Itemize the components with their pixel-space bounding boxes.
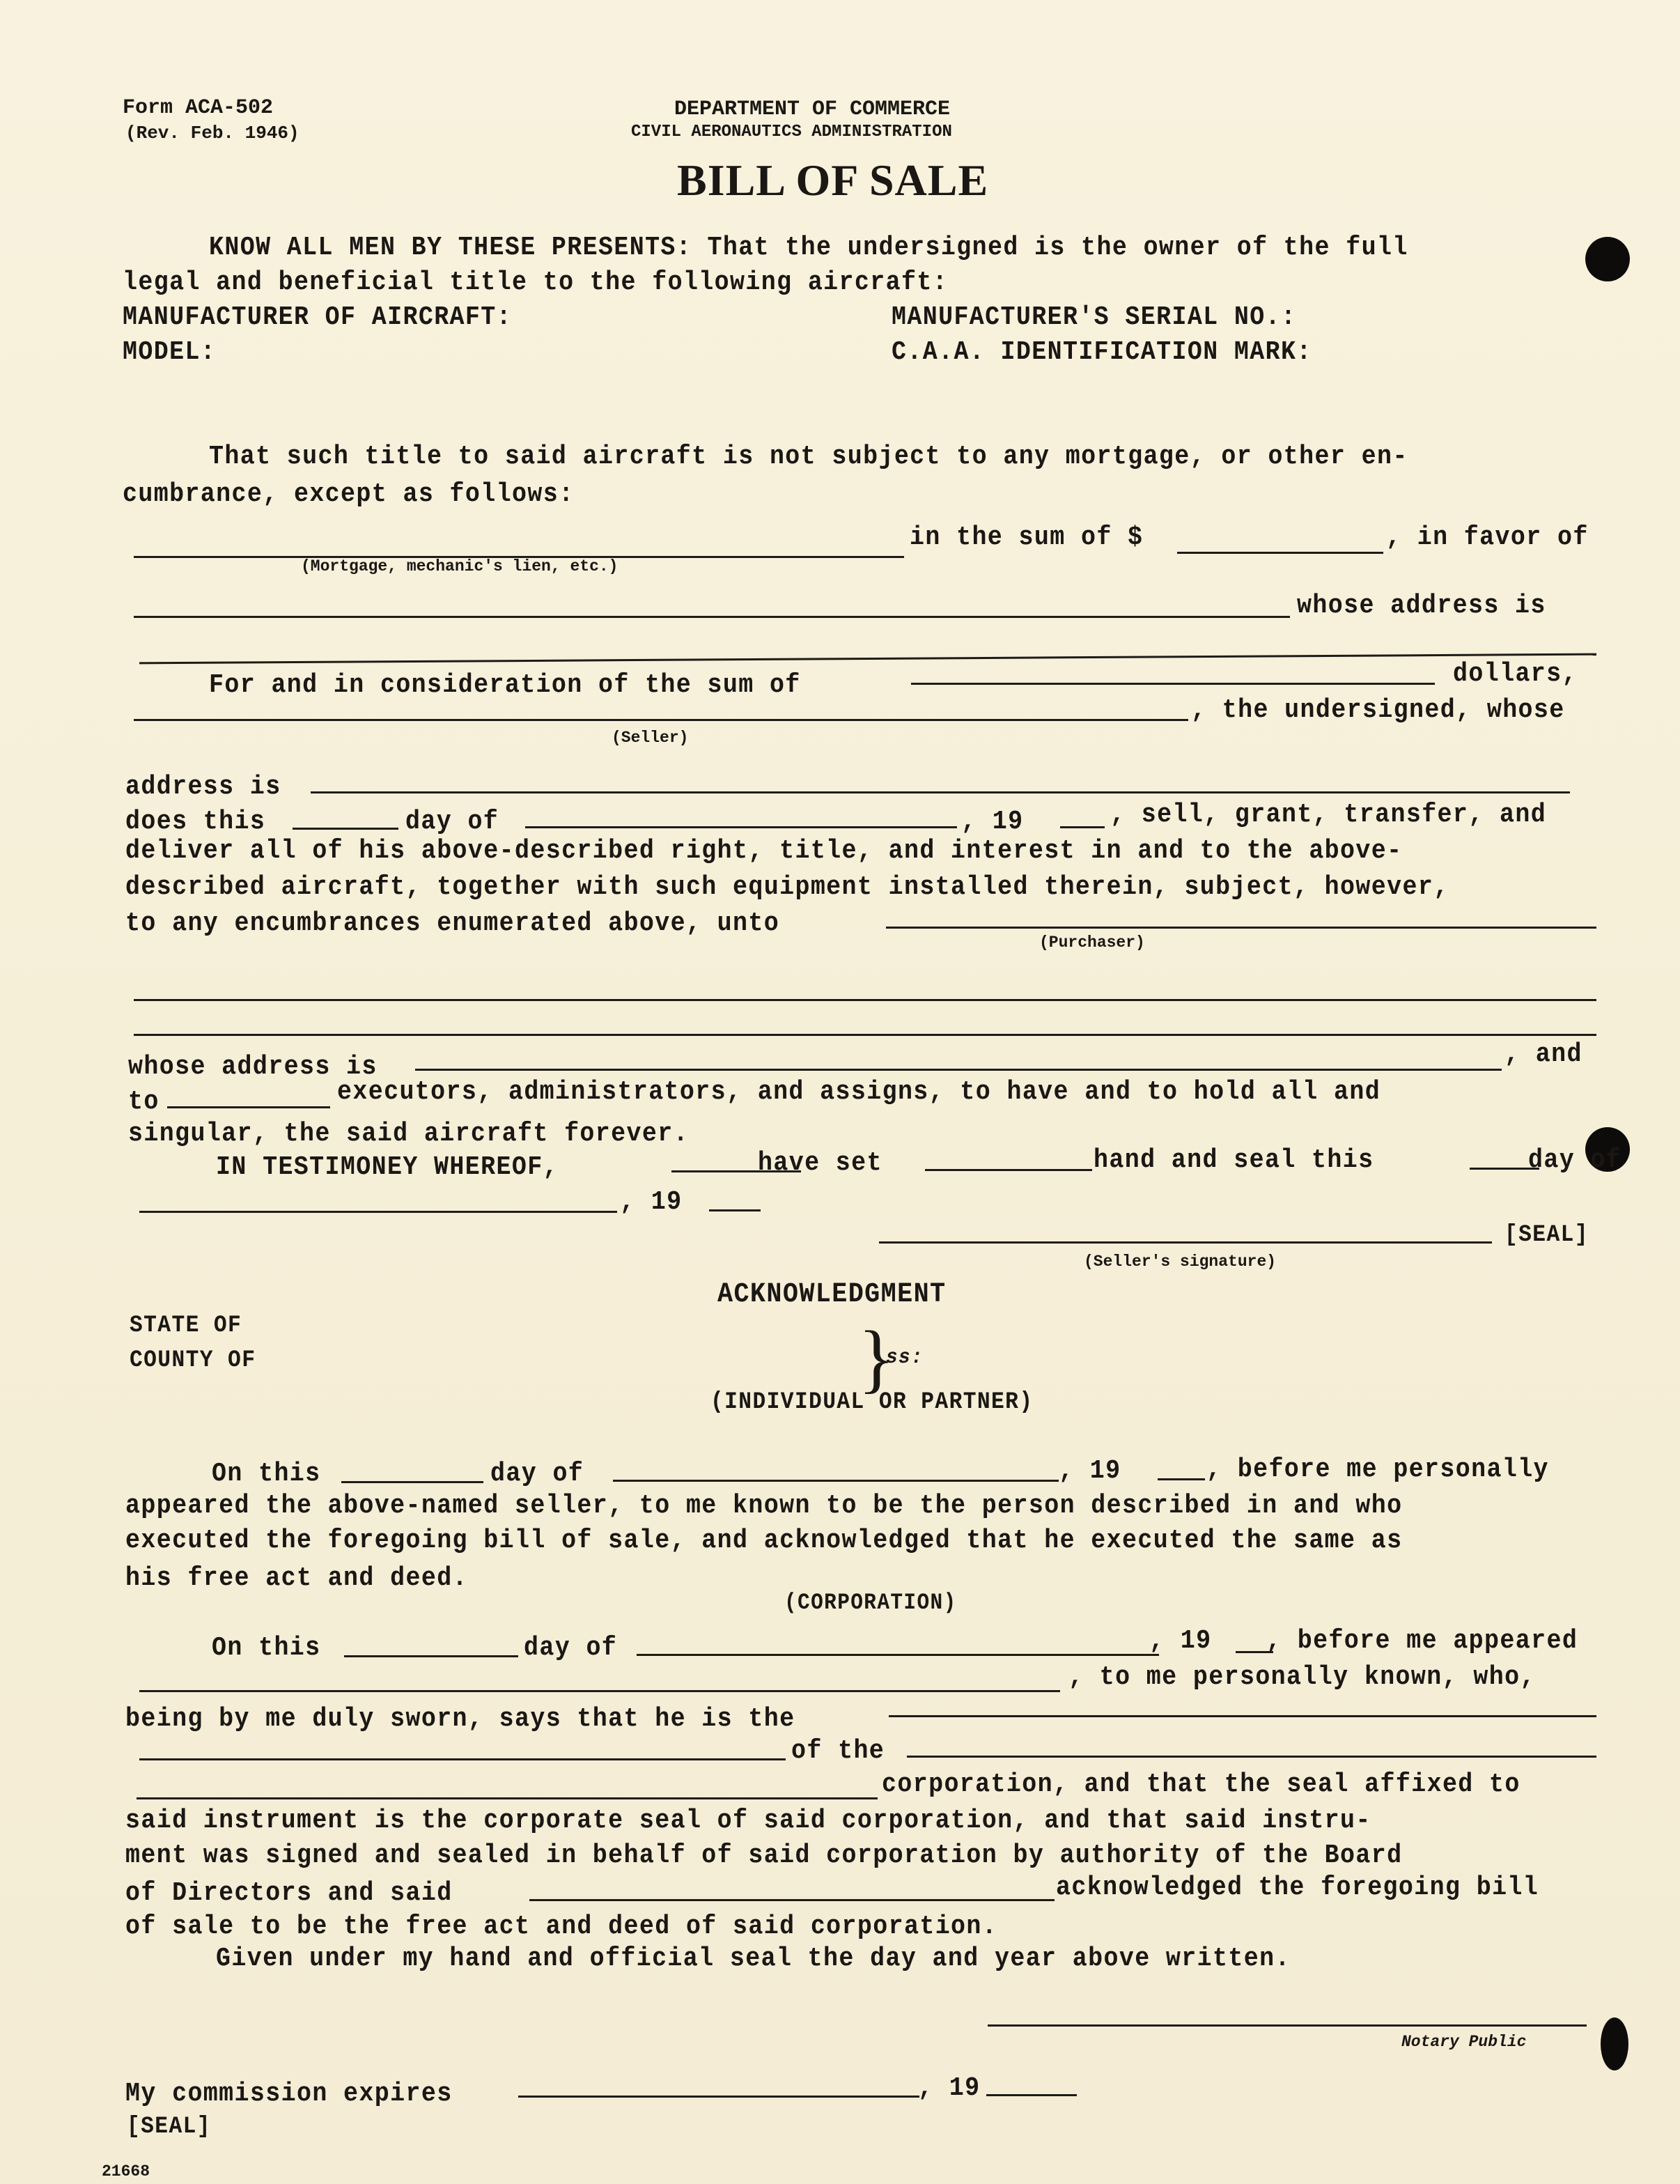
executors-line: executors, administrators, and assigns, to have and to hold all and — [337, 1077, 1381, 1107]
testimony-label: IN TESTIMONEY WHEREOF, — [216, 1152, 559, 1182]
individual-day-of-label: day of — [490, 1459, 584, 1489]
mortgage-caption: (Mortgage, mechanic's lien, etc.) — [301, 557, 619, 575]
caa-mark-label: C.A.A. IDENTIFICATION MARK: — [892, 337, 1312, 367]
sell-grant-label: , sell, grant, transfer, and — [1110, 800, 1547, 830]
serial-number-label: MANUFACTURER'S SERIAL NO.: — [892, 302, 1297, 332]
punch-hole-top — [1585, 237, 1630, 281]
manufacturer-label: MANUFACTURER OF AIRCRAFT: — [123, 302, 512, 332]
directors-label: of Directors and said — [125, 1878, 453, 1908]
individual-year-label: , 19 — [1059, 1456, 1121, 1486]
intro-line-1: KNOW ALL MEN BY THESE PRESENTS: That the undersigned is the owner of the full — [209, 233, 1408, 263]
encumbrance-amount-field[interactable] — [1177, 552, 1383, 554]
intro-line-2: legal and beneficial title to the following aircraft: — [123, 268, 949, 297]
corporation-officer-field[interactable] — [529, 1899, 1055, 1901]
individual-before-label: , before me personally — [1206, 1455, 1549, 1485]
corporation-sworn-label: being by me duly sworn, says that he is the — [125, 1704, 795, 1734]
described-line: described aircraft, together with such equipment installed therein, subject, however, — [125, 872, 1449, 902]
corporation-officer-title-field[interactable] — [889, 1715, 1596, 1717]
dollars-label: dollars, — [1453, 659, 1578, 689]
encumbrance-line-2: cumbrance, except as follows: — [123, 479, 575, 509]
corporation-month-field[interactable] — [637, 1654, 1159, 1656]
individual-on-this-label: On this — [212, 1459, 321, 1489]
acknowledged-label: acknowledged the foregoing bill — [1056, 1873, 1539, 1903]
unto-line: to any encumbrances enumerated above, unto — [125, 908, 780, 938]
notary-seal-label: [SEAL] — [127, 2114, 211, 2140]
commission-year-field[interactable] — [986, 2094, 1077, 2096]
sale-day-field[interactable] — [293, 828, 398, 830]
seller-name-field[interactable] — [134, 719, 1188, 721]
testimony-year-field[interactable] — [709, 1209, 761, 1211]
undersigned-label: , the undersigned, whose — [1191, 695, 1565, 725]
corporation-officer-name-field[interactable] — [139, 1690, 1060, 1692]
department-name: DEPARTMENT OF COMMERCE — [674, 98, 951, 121]
to-label: to — [128, 1087, 160, 1117]
sum-label: in the sum of $ — [910, 522, 1144, 552]
model-label: MODEL: — [123, 337, 217, 367]
individual-line-3: executed the foregoing bill of sale, and acknowledged that he executed the same as — [125, 1526, 1403, 1556]
notary-caption: Notary Public — [1401, 2033, 1527, 2051]
corporation-name-field-2[interactable] — [137, 1797, 878, 1799]
singular-line: singular, the said aircraft forever. — [128, 1119, 689, 1149]
commission-expires-label: My commission expires — [125, 2079, 453, 2109]
testimony-pronoun-field[interactable] — [925, 1169, 1092, 1171]
testimony-year-label: , 19 — [620, 1187, 683, 1217]
individual-heading: (INDIVIDUAL OR PARTNER) — [710, 1389, 1034, 1416]
agency-name: CIVIL AERONAUTICS ADMINISTRATION — [631, 123, 952, 141]
corporation-day-of-label: day of — [524, 1633, 618, 1663]
venue-brace: } — [858, 1315, 895, 1400]
individual-year-field[interactable] — [1158, 1478, 1205, 1480]
purchaser-address-field[interactable] — [415, 1069, 1502, 1071]
and-label: , and — [1504, 1039, 1582, 1069]
commission-year-label: , 19 — [918, 2073, 981, 2103]
punch-hole-bottom — [1601, 2018, 1628, 2070]
heirs-field[interactable] — [167, 1106, 330, 1108]
individual-day-field[interactable] — [341, 1481, 483, 1483]
corporation-free-act-line: of sale to be the free act and deed of said corporation. — [125, 1912, 998, 1942]
ss-label: ss: — [886, 1346, 924, 1370]
county-of-label: COUNTY OF — [130, 1347, 256, 1374]
document-title: BILL OF SALE — [677, 155, 989, 205]
purchaser-caption: (Purchaser) — [1039, 934, 1145, 952]
corporation-on-this-label: On this — [212, 1633, 321, 1663]
form-revision: (Rev. Feb. 1946) — [125, 123, 300, 144]
corporation-name-field[interactable] — [907, 1756, 1596, 1758]
corporation-signed-line: ment was signed and sealed in behalf of said corporation by authority of the Board — [125, 1841, 1403, 1871]
in-favor-of-label: , in favor of — [1386, 522, 1589, 552]
sale-year-label: , 19 — [961, 807, 1024, 837]
commission-expiry-date-field[interactable] — [518, 2096, 919, 2098]
lienholder-address-field[interactable] — [139, 653, 1596, 665]
state-of-label: STATE OF — [130, 1312, 242, 1339]
corporation-officer-title-field-2[interactable] — [139, 1758, 786, 1760]
corporation-heading: (CORPORATION) — [784, 1590, 957, 1616]
seal-affixed-label: corporation, and that the seal affixed to — [882, 1769, 1520, 1799]
individual-line-2: appeared the above-named seller, to me known to be the person described in and who — [125, 1491, 1403, 1521]
have-set-label: have set — [758, 1148, 882, 1178]
lienholder-name-field[interactable] — [134, 616, 1290, 618]
consideration-line: For and in consideration of the sum of — [209, 670, 801, 700]
purchaser-address-label: whose address is — [128, 1052, 378, 1082]
sale-year-field[interactable] — [1060, 826, 1105, 828]
testimony-day-of-label: day of — [1528, 1145, 1622, 1175]
corporation-year-label: , 19 — [1149, 1626, 1212, 1656]
corporation-known-label: , to me personally known, who, — [1068, 1662, 1536, 1692]
purchaser-name-field-2[interactable] — [134, 999, 1596, 1001]
purchaser-name-field-3[interactable] — [134, 1034, 1596, 1036]
seller-signature-field[interactable] — [879, 1241, 1492, 1244]
encumbrance-line-1: That such title to said aircraft is not subject to any mortgage, or other en- — [209, 442, 1408, 472]
individual-line-4: his free act and deed. — [125, 1563, 468, 1593]
sale-month-field[interactable] — [525, 826, 957, 828]
does-this-label: does this — [125, 807, 266, 837]
acknowledgment-title: ACKNOWLEDGMENT — [717, 1279, 947, 1310]
whose-address-label: whose address is — [1297, 591, 1546, 621]
corporation-before-label: , before me appeared — [1266, 1626, 1578, 1656]
seller-caption: (Seller) — [612, 729, 689, 747]
given-under-line: Given under my hand and official seal the day and year above written. — [216, 1944, 1291, 1974]
notary-signature-field[interactable] — [988, 2024, 1587, 2027]
print-code: 21668 — [102, 2162, 150, 2181]
form-number: Form ACA-502 — [123, 96, 274, 120]
corporation-day-field[interactable] — [344, 1655, 518, 1657]
corporation-instrument-line: said instrument is the corporate seal of said corporation, and that said instru- — [125, 1806, 1371, 1836]
seller-signature-caption: (Seller's signature) — [1084, 1253, 1277, 1271]
of-the-label: of the — [791, 1736, 885, 1766]
purchaser-name-field[interactable] — [886, 927, 1596, 929]
seller-address-field[interactable] — [311, 791, 1570, 793]
sale-day-of-label: day of — [405, 807, 499, 837]
seller-address-label: address is — [125, 772, 281, 802]
hand-and-seal-label: hand and seal this — [1094, 1145, 1374, 1175]
deliver-line: deliver all of his above-described right, title, and interest in and to the above- — [125, 836, 1403, 866]
individual-month-field[interactable] — [613, 1480, 1059, 1482]
seller-seal-label: [SEAL] — [1504, 1222, 1589, 1248]
testimony-month-field[interactable] — [139, 1211, 617, 1213]
consideration-amount-field[interactable] — [911, 683, 1435, 685]
